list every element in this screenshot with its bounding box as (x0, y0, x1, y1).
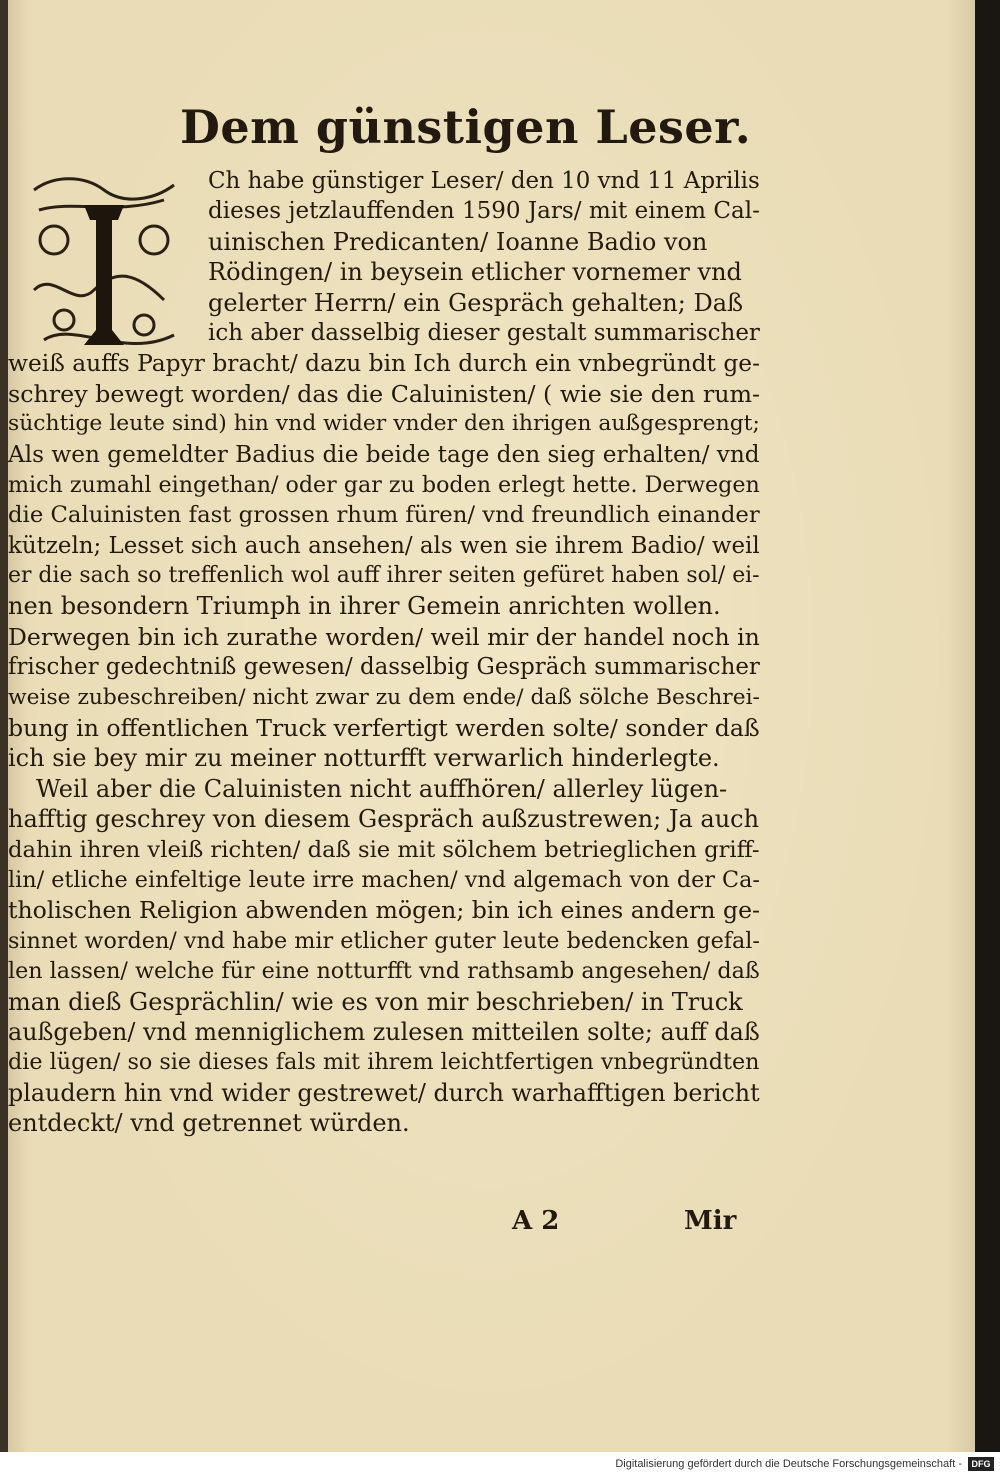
text-line: mich zumahl eingethan/ oder gar zu boden erlegt hette. Derwegen (8, 471, 760, 498)
text-line: Weil aber die Caluinisten nicht auffhören/ allerley lügen- (36, 774, 728, 803)
text-line: ich aber dasselbig dieser gestalt summarischer (208, 319, 760, 346)
text-line: süchtige leute sind) hin vnd wider vnder den ihrigen außgesprengt; (8, 411, 760, 437)
text-line: weiß auffs Papyr bracht/ dazu bin Ich durch ein vnbegründt ge- (8, 349, 760, 378)
footer-credit: Digitalisierung gefördert durch die Deutsche Forschungsgemeinschaft - (615, 1458, 962, 1470)
page-footer-marks (0, 1206, 975, 1246)
text-line: Ch habe günstiger Leser/ den 10 vnd 11 Aprilis (208, 168, 760, 194)
text-line: ich sie bey mir zu meiner notturfft verwarlich hinderlegte. (8, 744, 720, 773)
text-line: hafftig geschrey von diesem Gespräch außzustrewen; Ja auch (8, 805, 760, 834)
text-line: er die sach so treffenlich wol auff ihrer seiten gefüret haben sol/ ei- (8, 563, 760, 589)
text-line: lin/ etliche einfeltige leute irre machen/ vnd algemach von der Ca- (8, 866, 760, 893)
dfg-logo-icon: DFG (968, 1457, 994, 1471)
text-line: uinischen Predicanten/ Ioanne Badio von (208, 227, 708, 256)
text-line: Derwegen bin ich zurathe worden/ weil mir der handel noch in (8, 622, 760, 651)
text-line: entdeckt/ vnd getrennet würden. (8, 1109, 410, 1138)
text-line: die lügen/ so sie dieses fals mit ihrem leichtfertigen vnbegründten (8, 1049, 760, 1076)
text-line: weise zubeschreiben/ nicht zwar zu dem ende/ daß sölche Beschrei- (8, 684, 760, 710)
text-line: schrey bewegt worden/ das die Caluinisten/ ( wie sie den rum- (8, 379, 761, 408)
text-line: dahin ihren vleiß richten/ daß sie mit sölchem betrieglichen griff- (8, 836, 760, 863)
text-line: sinnet worden/ vnd habe mir etlicher guter leute bedencken gefal- (8, 927, 760, 954)
text-line: dieses jetzlauffenden 1590 Jars/ mit einem Cal- (208, 198, 760, 225)
digitization-footer (0, 1452, 1000, 1477)
body-text (8, 166, 760, 1139)
text-line: Als wen gemeldter Badius die beide tage den sieg erhalten/ vnd (8, 440, 760, 468)
text-line: frischer gedechtniß gewesen/ dasselbig Gespräch summarischer (8, 654, 760, 681)
text-line: gelerter Herrn/ ein Gespräch gehalten; Daß (208, 288, 744, 317)
text-line: bung in offentlichen Truck verfertigt werden solte/ sonder daß (8, 714, 760, 743)
text-line: kützeln; Lesset sich auch ansehen/ als wen sie ihrem Badio/ weil (8, 532, 760, 559)
text-line: plaudern hin vnd wider gestrewet/ durch warhafftigen bericht (8, 1078, 760, 1107)
catchword: Mir (684, 1206, 737, 1236)
page-title: Dem günstigen Leser. (180, 100, 752, 154)
text-line: nen besondern Triumph in ihrer Gemein anrichten wollen. (8, 592, 721, 621)
text-line: außgeben/ vnd menniglichem zulesen mitteilen solte; auff daß (8, 1017, 760, 1046)
text-line: tholischen Religion abwenden mögen; bin ich eines andern ge- (8, 896, 761, 925)
signature-mark: A 2 (512, 1206, 560, 1236)
text-line: die Caluinisten fast grossen rhum füren/ vnd freundlich einander (8, 502, 760, 529)
text-line: len lassen/ welche für eine notturfft vnd rathsamb angesehen/ daß (8, 958, 760, 985)
text-line: Rödingen/ in beysein etlicher vornemer vnd (208, 258, 742, 287)
text-line: man dieß Gesprächlin/ wie es von mir beschrieben/ in Truck (8, 987, 743, 1016)
